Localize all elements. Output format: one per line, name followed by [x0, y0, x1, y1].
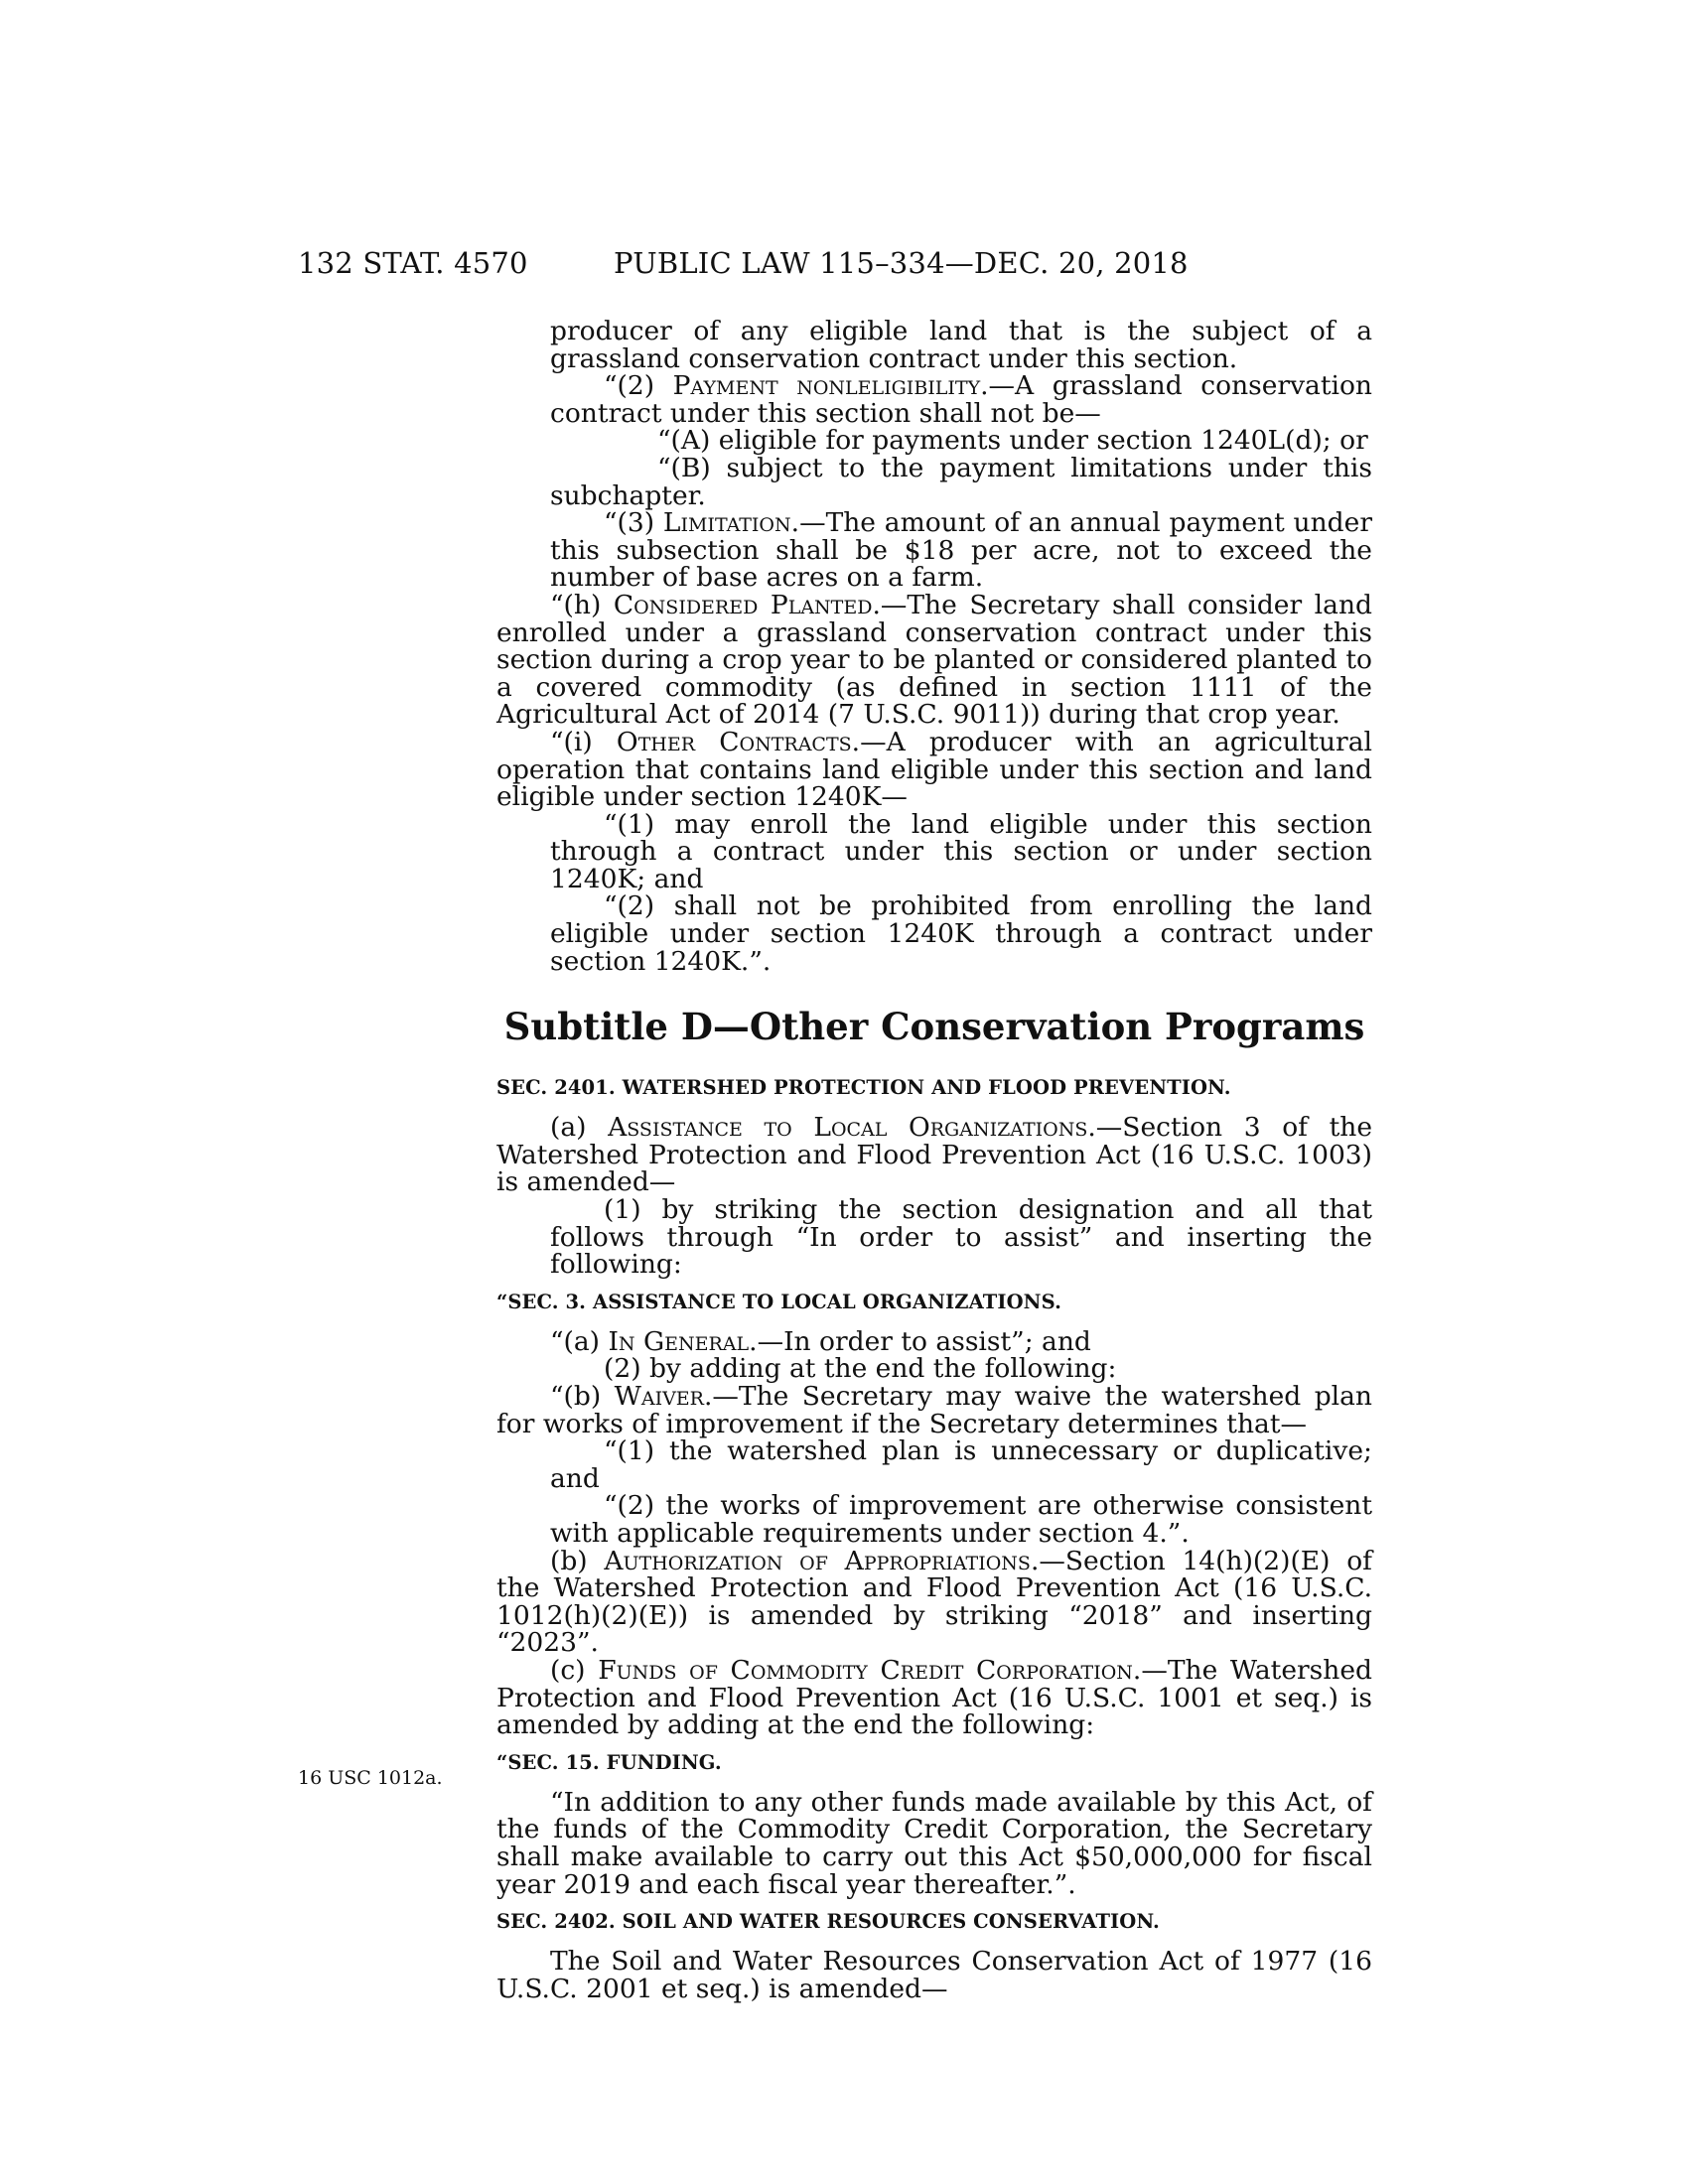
text-run: “(h) — [550, 589, 614, 620]
running-header-title: PUBLIC LAW 115–334—DEC. 20, 2018 — [614, 246, 1189, 280]
section-heading: “SEC. 15. FUNDING. — [496, 1750, 722, 1774]
text-run: .—The Watershed Protection and Flood Prevention Act (16 U.S.C. 1001 et seq.) is amended by adding at the end the following: — [496, 1654, 1372, 1741]
section-heading: SEC. 2401. WATERSHED PROTECTION AND FLOOD PREVENTION. — [496, 1076, 1231, 1100]
paragraph: “In addition to any other funds made available by this Act, of the funds of the Commodity Credit Corporation, the Secretary shall make available to carry out this Act $50,000,000 for fiscal year 2019 and each fiscal year thereafter.”. — [496, 1786, 1372, 1900]
paragraph: “(B) subject to the payment limitations under this subchapter. — [550, 452, 1372, 511]
paragraph — [496, 589, 1372, 731]
paragraph: producer of any eligible land that is the subject of a grassland conservation contract under this section. — [550, 316, 1372, 374]
paragraph — [496, 1545, 1372, 1659]
subtitle-heading: Subtitle D—Other Conservation Programs — [503, 1005, 1365, 1049]
text-run: .—The Secretary may waive the watershed plan for works of improvement if the Secretary determines that— — [496, 1381, 1372, 1439]
paragraph — [496, 509, 1372, 592]
section-heading: SEC. 2402. SOIL AND WATER RESOURCES CONSERVATION. — [496, 1910, 1160, 1934]
paragraph — [496, 1654, 1372, 1741]
heading-run: Waiver — [614, 1381, 704, 1412]
heading-run: Considered Planted — [613, 589, 873, 620]
section-15-block — [298, 1750, 1372, 1789]
text-run: (a) — [550, 1112, 609, 1144]
text-run: .—In order to assist”; and — [749, 1325, 1091, 1357]
paragraph: “(A) eligible for payments under section 1240L(d); or — [657, 425, 1368, 457]
heading-run: Funds of Commodity Credit Corporation — [598, 1654, 1133, 1686]
paragraph — [496, 372, 1372, 427]
text-run: “(2) — [604, 370, 673, 402]
text-run: .—The amount of an annual payment under this subsection shall be $18 per acre, not to exceed the number of base acres on a farm. — [550, 507, 1372, 594]
paragraph — [496, 1383, 1372, 1437]
paragraph: (1) by striking the section designation and all that follows through “In order to assist” and inserting the following: — [550, 1194, 1372, 1281]
text-run: .—Section 3 of the Watershed Protection and Flood Prevention Act (16 U.S.C. 1003) is amended— — [496, 1112, 1373, 1198]
text-run: (b) — [550, 1545, 605, 1576]
paragraph: “(1) may enroll the land eligible under this section through a contract under this section or under section 1240K; and — [550, 808, 1372, 894]
text-column — [298, 316, 1373, 2004]
text-run: .—A producer with an agricultural operation that contains land eligible under this section and land eligible under section 1240K— — [496, 726, 1372, 813]
text-run: .—The Secretary shall consider land enrolled under a grassland conservation contract under this section during a crop year to be planted or considered planted to a covered commodity (as defined in section 1111 of the Agricultural Act of 2014 (7 U.S.C. 9011)) during that crop year. — [496, 589, 1372, 731]
heading-run: In General — [608, 1325, 750, 1357]
paragraph — [496, 1114, 1372, 1196]
heading-run: Other Contracts — [616, 726, 852, 757]
heading-run: Assistance to Local Organizations — [608, 1112, 1088, 1144]
text-run: (c) — [550, 1654, 599, 1686]
text-run: .—Section 14(h)(2)(E) of the Watershed Protection and Flood Prevention Act (16 U.S.C. 1012(h)(2)(E)) is amended by striking “2018” and inserting “2023”. — [496, 1545, 1372, 1659]
text-run: “(b) — [550, 1381, 615, 1412]
paragraph: (2) by adding at the end the following: — [604, 1353, 1117, 1385]
section-heading: “SEC. 3. ASSISTANCE TO LOCAL ORGANIZATIONS. — [496, 1290, 1061, 1313]
paragraph — [496, 726, 1372, 813]
heading-run: Authorization of Appropriations — [604, 1545, 1031, 1576]
heading-run: Payment nonleligibility — [672, 370, 981, 402]
page-reference: 132 STAT. 4570 — [298, 246, 528, 280]
text-run: .—A grassland conservation contract under this section shall not be— — [550, 370, 1373, 429]
paragraph: “(2) the works of improvement are otherwise consistent with applicable requirements under section 4.”. — [550, 1490, 1372, 1549]
text-run: “(3) — [604, 507, 663, 539]
text-run: “(a) — [550, 1325, 609, 1357]
margin-note: 16 USC 1012a. — [298, 1766, 443, 1789]
paragraph: “(1) the watershed plan is unnecessary or duplicative; and — [550, 1435, 1372, 1494]
paragraph — [496, 1325, 1372, 1357]
heading-run: Limitation — [662, 507, 791, 539]
paragraph: “(2) shall not be prohibited from enrolling the land eligible under section 1240K through a contract under section 1240K.”. — [550, 890, 1372, 977]
text-run: “(i) — [550, 726, 617, 757]
paragraph: The Soil and Water Resources Conservation Act of 1977 (16 U.S.C. 2001 et seq.) is amended— — [496, 1946, 1372, 2004]
